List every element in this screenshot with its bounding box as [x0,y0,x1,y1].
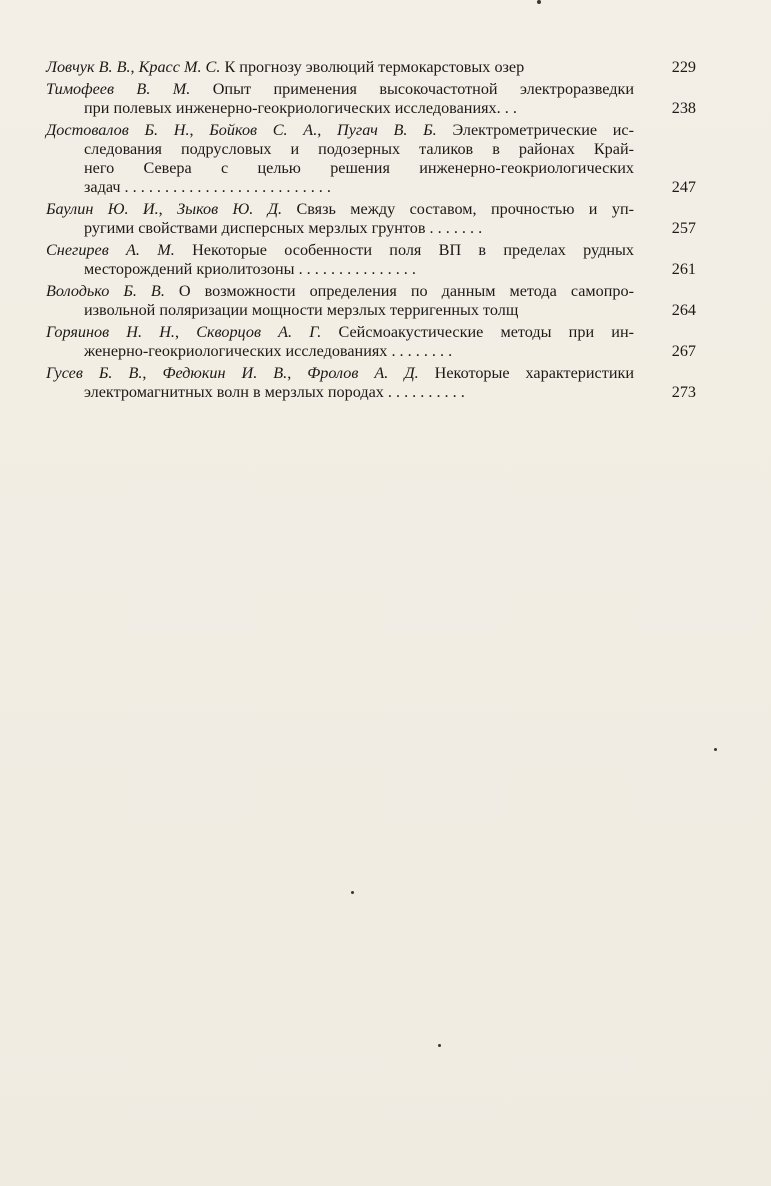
title-text: , [174,323,197,341]
toc-entry [46,323,696,361]
author-name: Ловчук В. В. [46,58,131,76]
author-name: Горяинов Н. Н. [46,323,175,341]
page-number: 229 [671,58,696,76]
author-name: Володько Б. В. [46,282,165,300]
title-text: извольной поляризации мощности мерзлых терригенных толщ [84,301,519,319]
toc-entry [46,200,696,238]
title-text: , [130,58,139,76]
toc-entry [46,58,696,77]
author-name: Тимофеев В. М. [46,80,191,98]
title-text: Связь между составом, прочностью и уп- [282,200,635,218]
toc-line [46,219,634,238]
page-number: 264 [671,301,696,319]
toc-entry-text [46,200,634,238]
title-text: Опыт применения высокочастотной электроразведки [190,80,634,98]
toc-line [46,342,634,361]
title-text: электромагнитных волн в мерзлых породах . . . . . . . . . . [84,383,465,401]
toc-entry [46,121,696,197]
author-name: Скворцов А. Г. [196,323,322,341]
page-number: 247 [671,178,696,196]
toc-line [46,200,634,219]
title-text: , [189,121,210,139]
author-name: Снегирев А. М. [46,241,175,259]
author-name: Баулин Ю. И. [46,200,159,218]
toc-line [46,58,634,77]
author-name: Пугач В. Б. [337,121,437,139]
title-text: Некоторые особенности поля ВП в пределах рудных [174,241,634,259]
toc-entry-text [46,58,634,77]
author-name: Красс М. С. [138,58,221,76]
title-text: Электрометрические ис- [436,121,634,139]
page-number: 273 [671,383,696,401]
print-speck [537,0,541,4]
toc-line [46,301,634,320]
toc-entry-text [46,80,634,118]
table-of-contents [46,58,696,405]
page-number: 238 [671,99,696,117]
page-number: 267 [671,342,696,360]
toc-line [46,80,634,99]
title-text: О возможности определения по данным метода самопро- [164,282,634,300]
toc-line [46,121,634,140]
author-name: Зыков Ю. Д. [177,200,283,218]
toc-entry-text [46,364,634,402]
title-text: следования подрусловых и подозерных таликов в районах Край- [84,140,634,158]
print-speck [351,891,354,894]
print-speck [438,1044,441,1047]
author-name: Гусев Б. В. [46,364,143,382]
title-text: Некоторые характеристики [418,364,635,382]
author-name: Фролов А. Д. [307,364,419,382]
title-text: К прогнозу эволюций термокарстовых озер [220,58,525,76]
toc-entry-text [46,241,634,279]
toc-entry [46,364,696,402]
toc-line [46,241,634,260]
author-name: Бойков С. А. [209,121,318,139]
toc-entry [46,282,696,320]
toc-line [46,159,634,178]
toc-line [46,99,634,118]
title-text: ругими свойствами дисперсных мерзлых грунтов . . . . . . . [84,219,483,237]
title-text: при полевых инженерно-геокриологических исследованиях. . . [84,99,517,117]
toc-line [46,178,634,197]
title-text: , [142,364,163,382]
toc-entry-text [46,323,634,361]
toc-line [46,260,634,279]
title-text: месторождений криолитозоны . . . . . . . . . . . . . . . [84,260,416,278]
title-text: задач . . . . . . . . . . . . . . . . . . . . . . . . . . [84,178,331,196]
title-text: женерно-геокриологических исследованиях . . . . . . . . [84,342,453,360]
author-name: Достовалов Б. Н. [46,121,190,139]
toc-line [46,364,634,383]
toc-line [46,383,634,402]
toc-entry [46,80,696,118]
title-text: , [317,121,337,139]
title-text: Сейсмоакустические методы при ин- [321,323,634,341]
title-text: , [287,364,308,382]
title-text: , [158,200,178,218]
toc-entry-text [46,121,634,197]
title-text: него Севера с целью решения инженерно-геокриологических [84,159,634,177]
page-number: 257 [671,219,696,237]
toc-entry-text [46,282,634,320]
toc-line [46,282,634,301]
toc-line [46,140,634,159]
print-speck [714,748,717,751]
author-name: Федюкин И. В. [162,364,288,382]
toc-line [46,323,634,342]
page-number: 261 [671,260,696,278]
toc-entry [46,241,696,279]
